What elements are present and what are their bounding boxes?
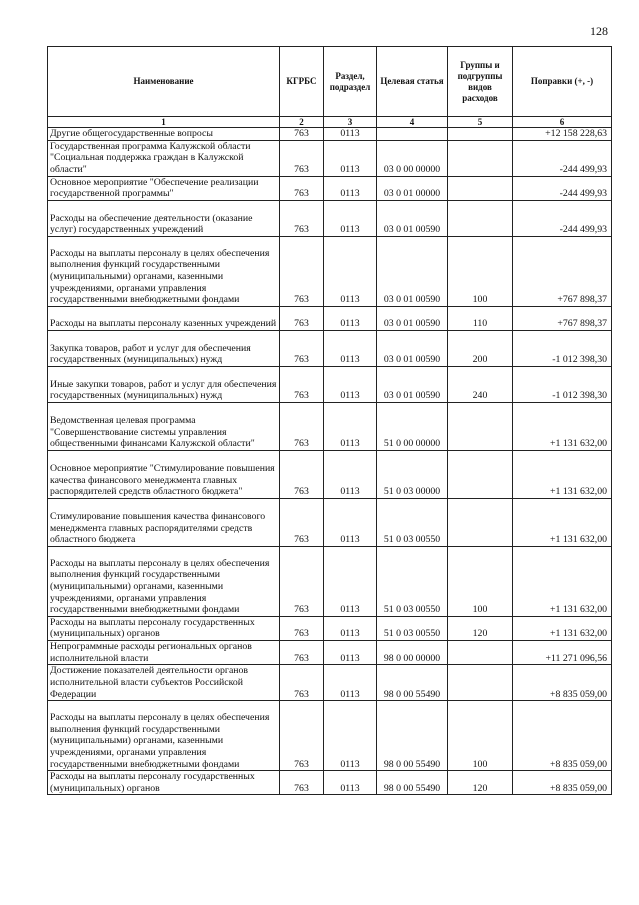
row-target: 51 0 03 00550 [377,546,448,616]
table-row [48,450,612,498]
row-amount: -244 499,93 [513,140,612,176]
row-section: 0113 [324,498,377,546]
table-row [48,771,612,795]
row-amount: +8 835 059,00 [513,771,612,795]
row-group: 110 [448,306,513,330]
row-amount: +8 835 059,00 [513,665,612,701]
row-target: 03 0 01 00590 [377,200,448,236]
row-group [448,200,513,236]
table-row [48,176,612,200]
row-group [448,140,513,176]
row-amount: +12 158 228,63 [513,128,612,141]
column-number-row [48,117,612,128]
table-row [48,402,612,450]
table-row [48,140,612,176]
row-group: 200 [448,330,513,366]
row-target: 98 0 00 55490 [377,665,448,701]
row-group [448,402,513,450]
row-amount: +11 271 096,56 [513,640,612,664]
row-kgrbs: 763 [280,366,324,402]
header-name: Наименование [48,47,280,117]
row-section: 0113 [324,665,377,701]
row-amount: +1 131 632,00 [513,498,612,546]
row-kgrbs: 763 [280,128,324,141]
row-kgrbs: 763 [280,665,324,701]
row-kgrbs: 763 [280,236,324,306]
table-row [48,128,612,141]
row-group [448,498,513,546]
row-target: 03 0 01 00590 [377,366,448,402]
column-number: 4 [377,117,448,128]
row-amount: +1 131 632,00 [513,402,612,450]
table-row [48,616,612,640]
row-kgrbs: 763 [280,498,324,546]
table-row [48,640,612,664]
row-target: 51 0 03 00550 [377,616,448,640]
row-name: Расходы на выплаты персоналу казенных учреждений [48,306,280,330]
column-number: 1 [48,117,280,128]
row-section: 0113 [324,306,377,330]
row-target: 51 0 03 00550 [377,498,448,546]
row-amount: -1 012 398,30 [513,366,612,402]
row-name: Государственная программа Калужской области "Социальная поддержка граждан в Калужской области" [48,140,280,176]
row-amount: -244 499,93 [513,200,612,236]
row-amount: +8 835 059,00 [513,701,612,771]
row-kgrbs: 763 [280,450,324,498]
row-name: Ведомственная целевая программа "Совершенствование системы управления общественными финансами Калужской области" [48,402,280,450]
row-name: Расходы на выплаты персоналу в целях обеспечения выполнения функций государственными (муниципальными) органами, казенными учреждениями, органами управления государственными внебюджетными фондами [48,701,280,771]
row-group: 120 [448,771,513,795]
row-target [377,128,448,141]
row-name: Основное мероприятие "Обеспечение реализации государственной программы" [48,176,280,200]
table-row [48,665,612,701]
row-kgrbs: 763 [280,330,324,366]
row-name: Непрограммные расходы региональных органов исполнительной власти [48,640,280,664]
row-name: Закупка товаров, работ и услуг для обеспечения государственных (муниципальных) нужд [48,330,280,366]
row-group [448,450,513,498]
table-row [48,498,612,546]
table-row [48,306,612,330]
row-group: 100 [448,546,513,616]
row-name: Иные закупки товаров, работ и услуг для обеспечения государственных (муниципальных) нужд [48,366,280,402]
row-group [448,640,513,664]
row-kgrbs: 763 [280,200,324,236]
row-section: 0113 [324,236,377,306]
row-section: 0113 [324,140,377,176]
row-section: 0113 [324,366,377,402]
row-section: 0113 [324,640,377,664]
table-row [48,200,612,236]
row-amount: -244 499,93 [513,176,612,200]
row-section: 0113 [324,330,377,366]
column-number: 5 [448,117,513,128]
row-group: 240 [448,366,513,402]
page-number: 128 [590,24,608,38]
table-row [48,701,612,771]
row-name: Расходы на обеспечение деятельности (оказание услуг) государственных учреждений [48,200,280,236]
row-target: 98 0 00 55490 [377,701,448,771]
row-amount: +1 131 632,00 [513,546,612,616]
row-target: 03 0 01 00590 [377,330,448,366]
row-section: 0113 [324,128,377,141]
row-kgrbs: 763 [280,176,324,200]
row-name: Достижение показателей деятельности органов исполнительной власти субъектов Российской Федерации [48,665,280,701]
row-target: 03 0 01 00590 [377,306,448,330]
table-row [48,236,612,306]
row-target: 51 0 00 00000 [377,402,448,450]
row-group: 120 [448,616,513,640]
row-group: 100 [448,236,513,306]
row-kgrbs: 763 [280,140,324,176]
row-amount: +767 898,37 [513,306,612,330]
budget-table [47,46,612,795]
row-name: Расходы на выплаты персоналу государственных (муниципальных) органов [48,616,280,640]
row-section: 0113 [324,701,377,771]
row-kgrbs: 763 [280,640,324,664]
row-section: 0113 [324,771,377,795]
row-group: 100 [448,701,513,771]
row-name: Основное мероприятие "Стимулирование повышения качества финансового менеджмента главных распорядителей средств областного бюджета" [48,450,280,498]
row-kgrbs: 763 [280,771,324,795]
row-section: 0113 [324,450,377,498]
row-name: Стимулирование повышения качества финансового менеджмента главных распорядителями средств областного бюджета [48,498,280,546]
row-section: 0113 [324,200,377,236]
column-number: 3 [324,117,377,128]
row-target: 03 0 01 00000 [377,176,448,200]
row-group [448,128,513,141]
row-amount: -1 012 398,30 [513,330,612,366]
column-number: 2 [280,117,324,128]
row-kgrbs: 763 [280,616,324,640]
table-row [48,330,612,366]
row-group [448,176,513,200]
row-target: 03 0 00 00000 [377,140,448,176]
row-target: 98 0 00 55490 [377,771,448,795]
row-target: 03 0 01 00590 [377,236,448,306]
header-group: Группы и подгруппы видов расходов [448,47,513,117]
row-kgrbs: 763 [280,546,324,616]
row-group [448,665,513,701]
table-row [48,546,612,616]
header-section: Раздел, подраздел [324,47,377,117]
row-name: Расходы на выплаты персоналу в целях обеспечения выполнения функций государственными (муниципальными) органами, казенными учреждениями, органами управления государственными внебюджетными фондами [48,546,280,616]
row-kgrbs: 763 [280,701,324,771]
row-amount: +767 898,37 [513,236,612,306]
row-amount: +1 131 632,00 [513,450,612,498]
header-kgrbs: КГРБС [280,47,324,117]
row-target: 98 0 00 00000 [377,640,448,664]
header-target: Целевая статья [377,47,448,117]
table-row [48,366,612,402]
header-row [48,47,612,117]
row-target: 51 0 03 00000 [377,450,448,498]
row-kgrbs: 763 [280,402,324,450]
row-kgrbs: 763 [280,306,324,330]
row-name: Расходы на выплаты персоналу в целях обеспечения выполнения функций государственными (муниципальными) органами, казенными учреждениями, органами управления государственными внебюджетными фондами [48,236,280,306]
row-section: 0113 [324,176,377,200]
header-amount: Поправки (+, -) [513,47,612,117]
row-section: 0113 [324,546,377,616]
column-number: 6 [513,117,612,128]
row-name: Расходы на выплаты персоналу государственных (муниципальных) органов [48,771,280,795]
row-amount: +1 131 632,00 [513,616,612,640]
row-section: 0113 [324,402,377,450]
row-name: Другие общегосударственные вопросы [48,128,280,141]
row-section: 0113 [324,616,377,640]
